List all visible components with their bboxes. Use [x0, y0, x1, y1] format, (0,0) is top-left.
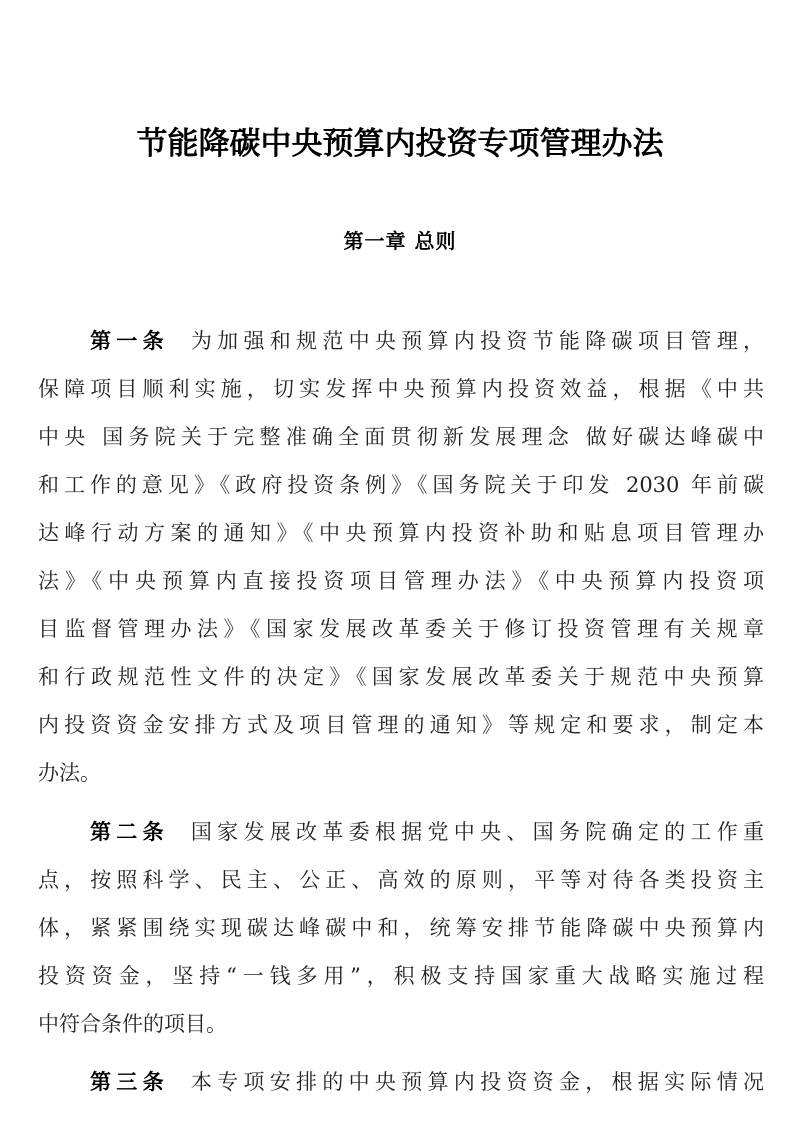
- paragraph-line: 点，按照科学、民主、公正、高效的原则，平等对待各类投资主: [38, 868, 764, 892]
- line-text: 国家发展改革委根据党中央、国务院确定的工作重: [190, 820, 764, 844]
- line-text: 本专项安排的中央预算内投资资金，根据实际情况: [190, 1070, 764, 1094]
- paragraph-line: 法》《中央预算内直接投资项目管理办法》《中央预算内投资项: [38, 569, 764, 593]
- paragraph-line: 和行政规范性文件的决定》《国家发展改革委关于规范中央预算: [38, 665, 764, 689]
- article-heading: 第二条: [90, 819, 169, 844]
- paragraph-line: [90, 325, 764, 357]
- document-title: 节能降碳中央预算内投资专项管理办法: [136, 126, 664, 162]
- paragraph-line: 目监督管理办法》《国家发展改革委关于修订投资管理有关规章: [38, 617, 764, 641]
- paragraph-line: 体，紧紧围绕实现碳达峰碳中和，统筹安排节能降碳中央预算内: [38, 916, 764, 940]
- paragraph-line: 和工作的意见》《政府投资条例》《国务院关于印发 2030 年前碳: [38, 473, 764, 497]
- article-heading: 第一条: [90, 328, 169, 353]
- article-heading: 第三条: [90, 1069, 169, 1094]
- paragraph-line: 中符合条件的项目。: [38, 1012, 227, 1036]
- paragraph-line: 投资资金，坚持“一钱多用”，积极支持国家重大战略实施过程: [38, 964, 764, 988]
- paragraph-line: [90, 816, 764, 848]
- paragraph-line: 保障项目顺利实施，切实发挥中央预算内投资效益，根据《中共: [38, 377, 764, 401]
- paragraph-line: 办法。: [38, 761, 101, 785]
- paragraph-line: 中央 国务院关于完整准确全面贯彻新发展理念 做好碳达峰碳中: [38, 425, 764, 449]
- paragraph-line: 达峰行动方案的通知》《中央预算内投资补助和贴息项目管理办: [38, 521, 764, 545]
- paragraph-line: [90, 1066, 764, 1098]
- paragraph-line: 内投资资金安排方式及项目管理的通知》等规定和要求，制定本: [38, 713, 764, 737]
- chapter-heading: 第一章 总则: [343, 229, 457, 253]
- line-text: 为加强和规范中央预算内投资节能降碳项目管理，: [190, 329, 764, 353]
